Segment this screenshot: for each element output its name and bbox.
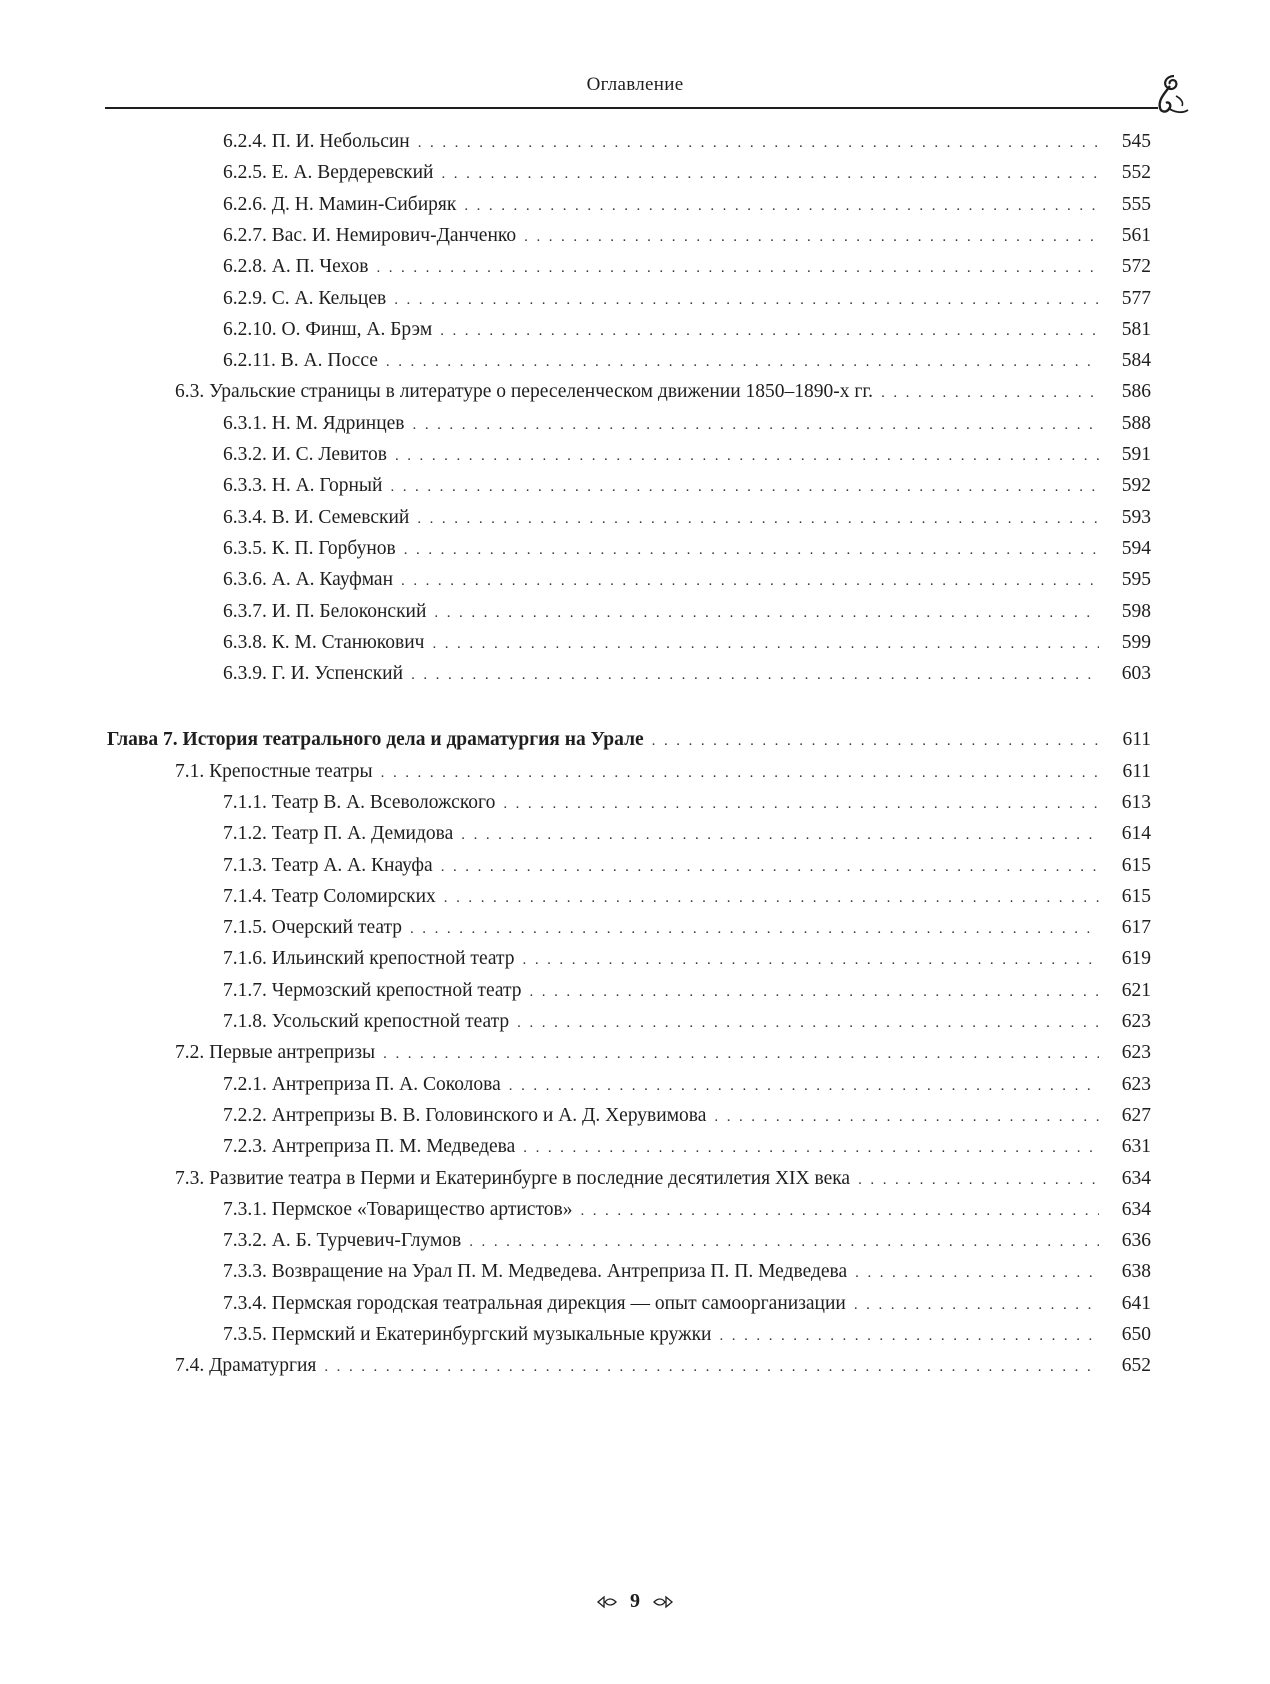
toc-subsection-entry	[223, 285, 1151, 313]
dot-leader	[390, 473, 1099, 501]
toc-subsection-entry	[223, 410, 1151, 438]
toc-entry-page-number: 619	[1121, 948, 1151, 969]
toc-entry-page-number: 636	[1121, 1230, 1151, 1251]
toc-subsection-entry	[223, 1102, 1151, 1130]
toc-entry-page-number: 593	[1121, 507, 1151, 528]
toc-subsection-entry	[223, 660, 1151, 688]
toc-subsection-entry	[223, 914, 1151, 942]
dot-leader	[432, 630, 1099, 658]
toc-entry-title: 6.2.6. Д. Н. Мамин-Сибиряк	[223, 194, 457, 215]
dot-leader	[652, 727, 1099, 755]
dot-leader	[441, 160, 1099, 188]
dot-leader	[858, 1166, 1099, 1194]
toc-entry-page-number: 594	[1121, 538, 1151, 559]
toc-entry-page-number: 584	[1121, 350, 1151, 371]
dot-leader	[881, 379, 1099, 407]
dot-leader	[854, 1291, 1099, 1319]
dot-leader	[503, 790, 1099, 818]
toc-entry-page-number: 581	[1121, 319, 1151, 340]
toc-entry-title: 6.2.10. О. Финш, А. Брэм	[223, 319, 433, 340]
dot-leader	[376, 254, 1099, 282]
toc-entry-page-number: 617	[1121, 917, 1151, 938]
dot-leader	[524, 223, 1099, 251]
dot-leader	[461, 821, 1099, 849]
toc-entry-title: 7.1.3. Театр А. А. Кнауфа	[223, 855, 433, 876]
running-head-title: Оглавление	[586, 74, 684, 95]
toc-subsection-entry	[223, 1196, 1151, 1224]
toc-entry-title: 6.3.9. Г. И. Успенский	[223, 663, 404, 684]
toc-section-entry	[175, 1352, 1151, 1380]
toc-entry-title: 6.3.6. А. А. Кауфман	[223, 569, 394, 590]
folio-ornament-right-icon	[652, 1595, 674, 1609]
toc-section-entry	[175, 758, 1151, 786]
toc-entry-page-number: 638	[1121, 1261, 1151, 1282]
toc-entry-page-number: 641	[1121, 1293, 1151, 1314]
toc-entry-page-number: 623	[1121, 1074, 1151, 1095]
toc-subsection-entry	[223, 1133, 1151, 1161]
dot-leader	[434, 599, 1099, 627]
toc-subsection-entry	[223, 1008, 1151, 1036]
toc-subsection-entry	[223, 789, 1151, 817]
toc-section-entry	[175, 1039, 1151, 1067]
toc-entry-page-number: 634	[1121, 1199, 1151, 1220]
toc-subsection-entry	[223, 820, 1151, 848]
toc-subsection-entry	[223, 629, 1151, 657]
toc-entry-page-number: 552	[1121, 162, 1151, 183]
toc-subsection-entry	[223, 128, 1151, 156]
toc-entry-title: 7.3. Развитие театра в Перми и Екатеринбурге в последние десятилетия XIX века	[175, 1168, 851, 1189]
dot-leader	[523, 946, 1099, 974]
toc-entry-title: 7.1.4. Театр Соломирских	[223, 886, 436, 907]
toc-subsection-entry	[223, 1071, 1151, 1099]
dot-leader	[411, 661, 1099, 689]
toc-entry-title: 7.3.4. Пермская городская театральная дирекция — опыт самоорганизации	[223, 1293, 846, 1314]
toc-entry-page-number: 613	[1121, 792, 1151, 813]
toc-entry-title: 7.4. Драматургия	[175, 1355, 317, 1376]
toc-subsection-entry	[223, 852, 1151, 880]
toc-entry-page-number: 631	[1121, 1136, 1151, 1157]
toc-entry-page-number: 598	[1121, 601, 1151, 622]
toc-entry-page-number: 634	[1121, 1168, 1151, 1189]
toc-entry-page-number: 595	[1121, 569, 1151, 590]
toc-subsection-entry	[223, 441, 1151, 469]
toc-subsection-entry	[223, 945, 1151, 973]
toc-subsection-entry	[223, 1258, 1151, 1286]
toc-entry-page-number: 577	[1121, 288, 1151, 309]
toc-entry-title: 7.3.3. Возвращение на Урал П. М. Медведева. Антреприза П. П. Медведева	[223, 1261, 848, 1282]
toc-entry-title: 6.3.4. В. И. Семевский	[223, 507, 410, 528]
dot-leader	[386, 348, 1099, 376]
dot-leader	[441, 853, 1099, 881]
toc-entry-page-number: 591	[1121, 444, 1151, 465]
toc-entry-page-number: 623	[1121, 1042, 1151, 1063]
toc-entry-page-number: 572	[1121, 256, 1151, 277]
toc-entry-page-number: 615	[1121, 886, 1151, 907]
dot-leader	[401, 567, 1099, 595]
toc-subsection-entry	[223, 316, 1151, 344]
dot-leader	[464, 192, 1099, 220]
toc-entry-page-number: 650	[1121, 1324, 1151, 1345]
dot-leader	[418, 129, 1099, 157]
toc-entry-page-number: 586	[1121, 381, 1151, 402]
toc-entry-page-number: 545	[1121, 131, 1151, 152]
toc-subsection-entry	[223, 222, 1151, 250]
toc-entry-title: 6.2.7. Вас. И. Немирович-Данченко	[223, 225, 517, 246]
toc-subsection-entry	[223, 191, 1151, 219]
toc-entry-title: 7.2.3. Антреприза П. М. Медведева	[223, 1136, 516, 1157]
toc-entry-page-number: 588	[1121, 413, 1151, 434]
toc-entry-page-number: 603	[1121, 663, 1151, 684]
dot-leader	[395, 442, 1099, 470]
toc-entry-page-number: 611	[1122, 761, 1151, 782]
toc-entry-title: 6.3.5. К. П. Горбунов	[223, 538, 396, 559]
toc-entry-title: 7.3.5. Пермский и Екатеринбургский музыкальные кружки	[223, 1324, 712, 1345]
dot-leader	[413, 411, 1099, 439]
dot-leader	[444, 884, 1099, 912]
toc-entry-page-number: 627	[1121, 1105, 1151, 1126]
toc-entry-title: 7.3.2. А. Б. Турчевич-Глумов	[223, 1230, 462, 1251]
toc-entry-title: 7.1.7. Чермозский крепостной театр	[223, 980, 522, 1001]
toc-subsection-entry	[223, 598, 1151, 626]
toc-entry-page-number: 592	[1121, 475, 1151, 496]
dot-leader	[580, 1197, 1099, 1225]
page-number: 9	[630, 1590, 640, 1612]
toc-entry-title: 6.2.4. П. И. Небольсин	[223, 131, 410, 152]
toc-entry-title: 6.2.11. В. А. Поссе	[223, 350, 378, 371]
page-footer	[0, 1590, 1270, 1613]
toc-entry-title: Глава 7. История театрального дела и драматургия на Урале	[107, 729, 644, 750]
toc-entry-title: 6.3.1. Н. М. Ядринцев	[223, 413, 405, 434]
dot-leader	[530, 978, 1100, 1006]
toc-entry-page-number: 599	[1121, 632, 1151, 653]
toc-entry-title: 6.3.8. К. М. Станюкович	[223, 632, 425, 653]
dot-leader	[720, 1322, 1100, 1350]
toc-subsection-entry	[223, 253, 1151, 281]
toc-subsection-entry	[223, 504, 1151, 532]
toc-subsection-entry	[223, 566, 1151, 594]
toc-entry-page-number: 652	[1121, 1355, 1151, 1376]
toc-subsection-entry	[223, 535, 1151, 563]
dot-leader	[517, 1009, 1099, 1037]
toc-entry-page-number: 615	[1121, 855, 1151, 876]
toc-entry-title: 6.2.8. А. П. Чехов	[223, 256, 369, 277]
toc-subsection-entry	[223, 347, 1151, 375]
toc-entry-title: 7.1.2. Театр П. А. Демидова	[223, 823, 454, 844]
toc-entry-page-number: 614	[1121, 823, 1151, 844]
toc-entry-title: 7.1.5. Очерский театр	[223, 917, 402, 938]
toc-section-entry	[175, 378, 1151, 406]
toc-entry-page-number: 621	[1121, 980, 1151, 1001]
dot-leader	[523, 1134, 1099, 1162]
toc-entry-title: 6.2.5. Е. А. Вердеревский	[223, 162, 434, 183]
dot-leader	[383, 1040, 1099, 1068]
dot-leader	[381, 759, 1099, 787]
dot-leader	[469, 1228, 1099, 1256]
toc-entry-page-number: 623	[1121, 1011, 1151, 1032]
dot-leader	[714, 1103, 1099, 1131]
dot-leader	[404, 536, 1099, 564]
dot-leader	[324, 1353, 1099, 1381]
dot-leader	[410, 915, 1099, 943]
toc-entry-title: 7.1.6. Ильинский крепостной театр	[223, 948, 515, 969]
toc-subsection-entry	[223, 159, 1151, 187]
toc-chapter-entry	[107, 726, 1151, 754]
toc-subsection-entry	[223, 883, 1151, 911]
toc-entry-title: 6.3.2. И. С. Левитов	[223, 444, 387, 465]
dot-leader	[394, 286, 1099, 314]
toc-subsection-entry	[223, 977, 1151, 1005]
dot-leader	[509, 1072, 1099, 1100]
toc-entry-title: 6.2.9. С. А. Кельцев	[223, 288, 387, 309]
toc-entry-title: 7.2.1. Антреприза П. А. Соколова	[223, 1074, 501, 1095]
toc-entry-title: 7.1.8. Усольский крепостной театр	[223, 1011, 510, 1032]
toc-entry-title: 6.3.3. Н. А. Горный	[223, 475, 383, 496]
toc-entry-title: 6.3. Уральские страницы в литературе о переселенческом движении 1850–1890-х гг.	[175, 381, 874, 402]
toc-entry-title: 6.3.7. И. П. Белоконский	[223, 601, 427, 622]
dot-leader	[417, 505, 1099, 533]
dot-leader	[440, 317, 1099, 345]
toc-subsection-entry	[223, 1290, 1151, 1318]
toc-subsection-entry	[223, 472, 1151, 500]
toc-entry-page-number: 561	[1121, 225, 1151, 246]
toc-entry-page-number: 555	[1121, 194, 1151, 215]
toc-entry-title: 7.2. Первые антрепризы	[175, 1042, 376, 1063]
toc-entry-title: 7.3.1. Пермское «Товарищество артистов»	[223, 1199, 573, 1220]
toc-subsection-entry	[223, 1321, 1151, 1349]
folio-ornament-left-icon	[596, 1595, 618, 1609]
toc-subsection-entry	[223, 1227, 1151, 1255]
toc-section-entry	[175, 1165, 1151, 1193]
toc-entry-title: 7.1. Крепостные театры	[175, 761, 373, 782]
toc-entry-title: 7.2.2. Антрепризы В. В. Головинского и А. Д. Херувимова	[223, 1105, 707, 1126]
toc-entry-title: 7.1.1. Театр В. А. Всеволожского	[223, 792, 496, 813]
toc-entry-page-number: 611	[1122, 729, 1151, 750]
dot-leader	[855, 1259, 1099, 1287]
